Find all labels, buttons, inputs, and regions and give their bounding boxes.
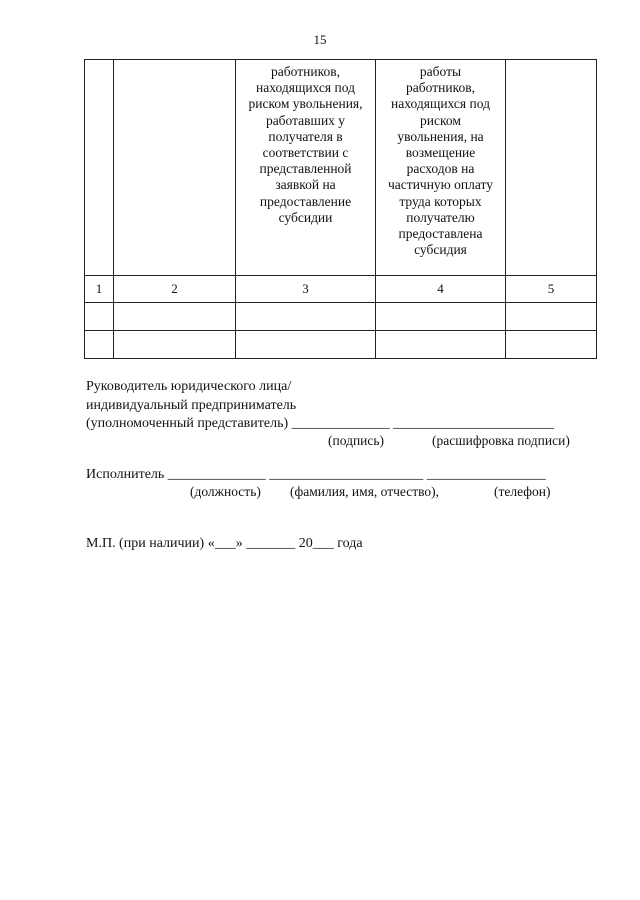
- table-cell: [236, 331, 376, 359]
- table-row: [85, 331, 597, 359]
- table-cell: [85, 303, 114, 331]
- table-cell: [506, 303, 597, 331]
- signature-line-3: (уполномоченный представитель) ______________ _______________________: [86, 416, 555, 431]
- table-row: [85, 303, 597, 331]
- column-number: 1: [85, 276, 114, 303]
- signature-line-1: Руководитель юридического лица/: [86, 379, 292, 394]
- column-number: 2: [114, 276, 236, 303]
- report-table: [84, 59, 597, 359]
- table-cell: [376, 303, 506, 331]
- table-header-cell: работников, находящихся под риском увольнения, работавших у получателя в соответствии с представленной заявкой на предоставление субсидии: [236, 60, 376, 276]
- table-cell: [114, 331, 236, 359]
- column-number: 4: [376, 276, 506, 303]
- table-cell: [376, 331, 506, 359]
- phone-caption: (телефон): [494, 484, 551, 499]
- table-cell: [506, 331, 597, 359]
- table-header-row: [85, 60, 597, 276]
- table-cell: [85, 331, 114, 359]
- table-cell: [236, 303, 376, 331]
- position-caption: (должность): [190, 484, 261, 499]
- executor-line: Исполнитель ______________ ______________________ _________________: [86, 467, 546, 482]
- name-decoding-caption: (расшифровка подписи): [432, 433, 570, 448]
- signature-line-2: индивидуальный предприниматель: [86, 398, 297, 413]
- page-number: 15: [313, 32, 327, 47]
- column-number-row: [85, 276, 597, 303]
- column-number: 3: [236, 276, 376, 303]
- table-header-cell: [114, 60, 236, 276]
- table-header-cell: [85, 60, 114, 276]
- stamp-line: М.П. (при наличии) «___» _______ 20___ года: [86, 536, 363, 551]
- full-name-caption: (фамилия, имя, отчество),: [290, 484, 440, 499]
- table-header-cell: [506, 60, 597, 276]
- table-cell: [114, 303, 236, 331]
- table-header-cell: работы работников, находящихся под риском увольнения, на возмещение расходов на частичную оплату труда которых получателю предоставлена субсидия: [376, 60, 506, 276]
- column-number: 5: [506, 276, 597, 303]
- signature-caption: (подпись): [328, 433, 385, 448]
